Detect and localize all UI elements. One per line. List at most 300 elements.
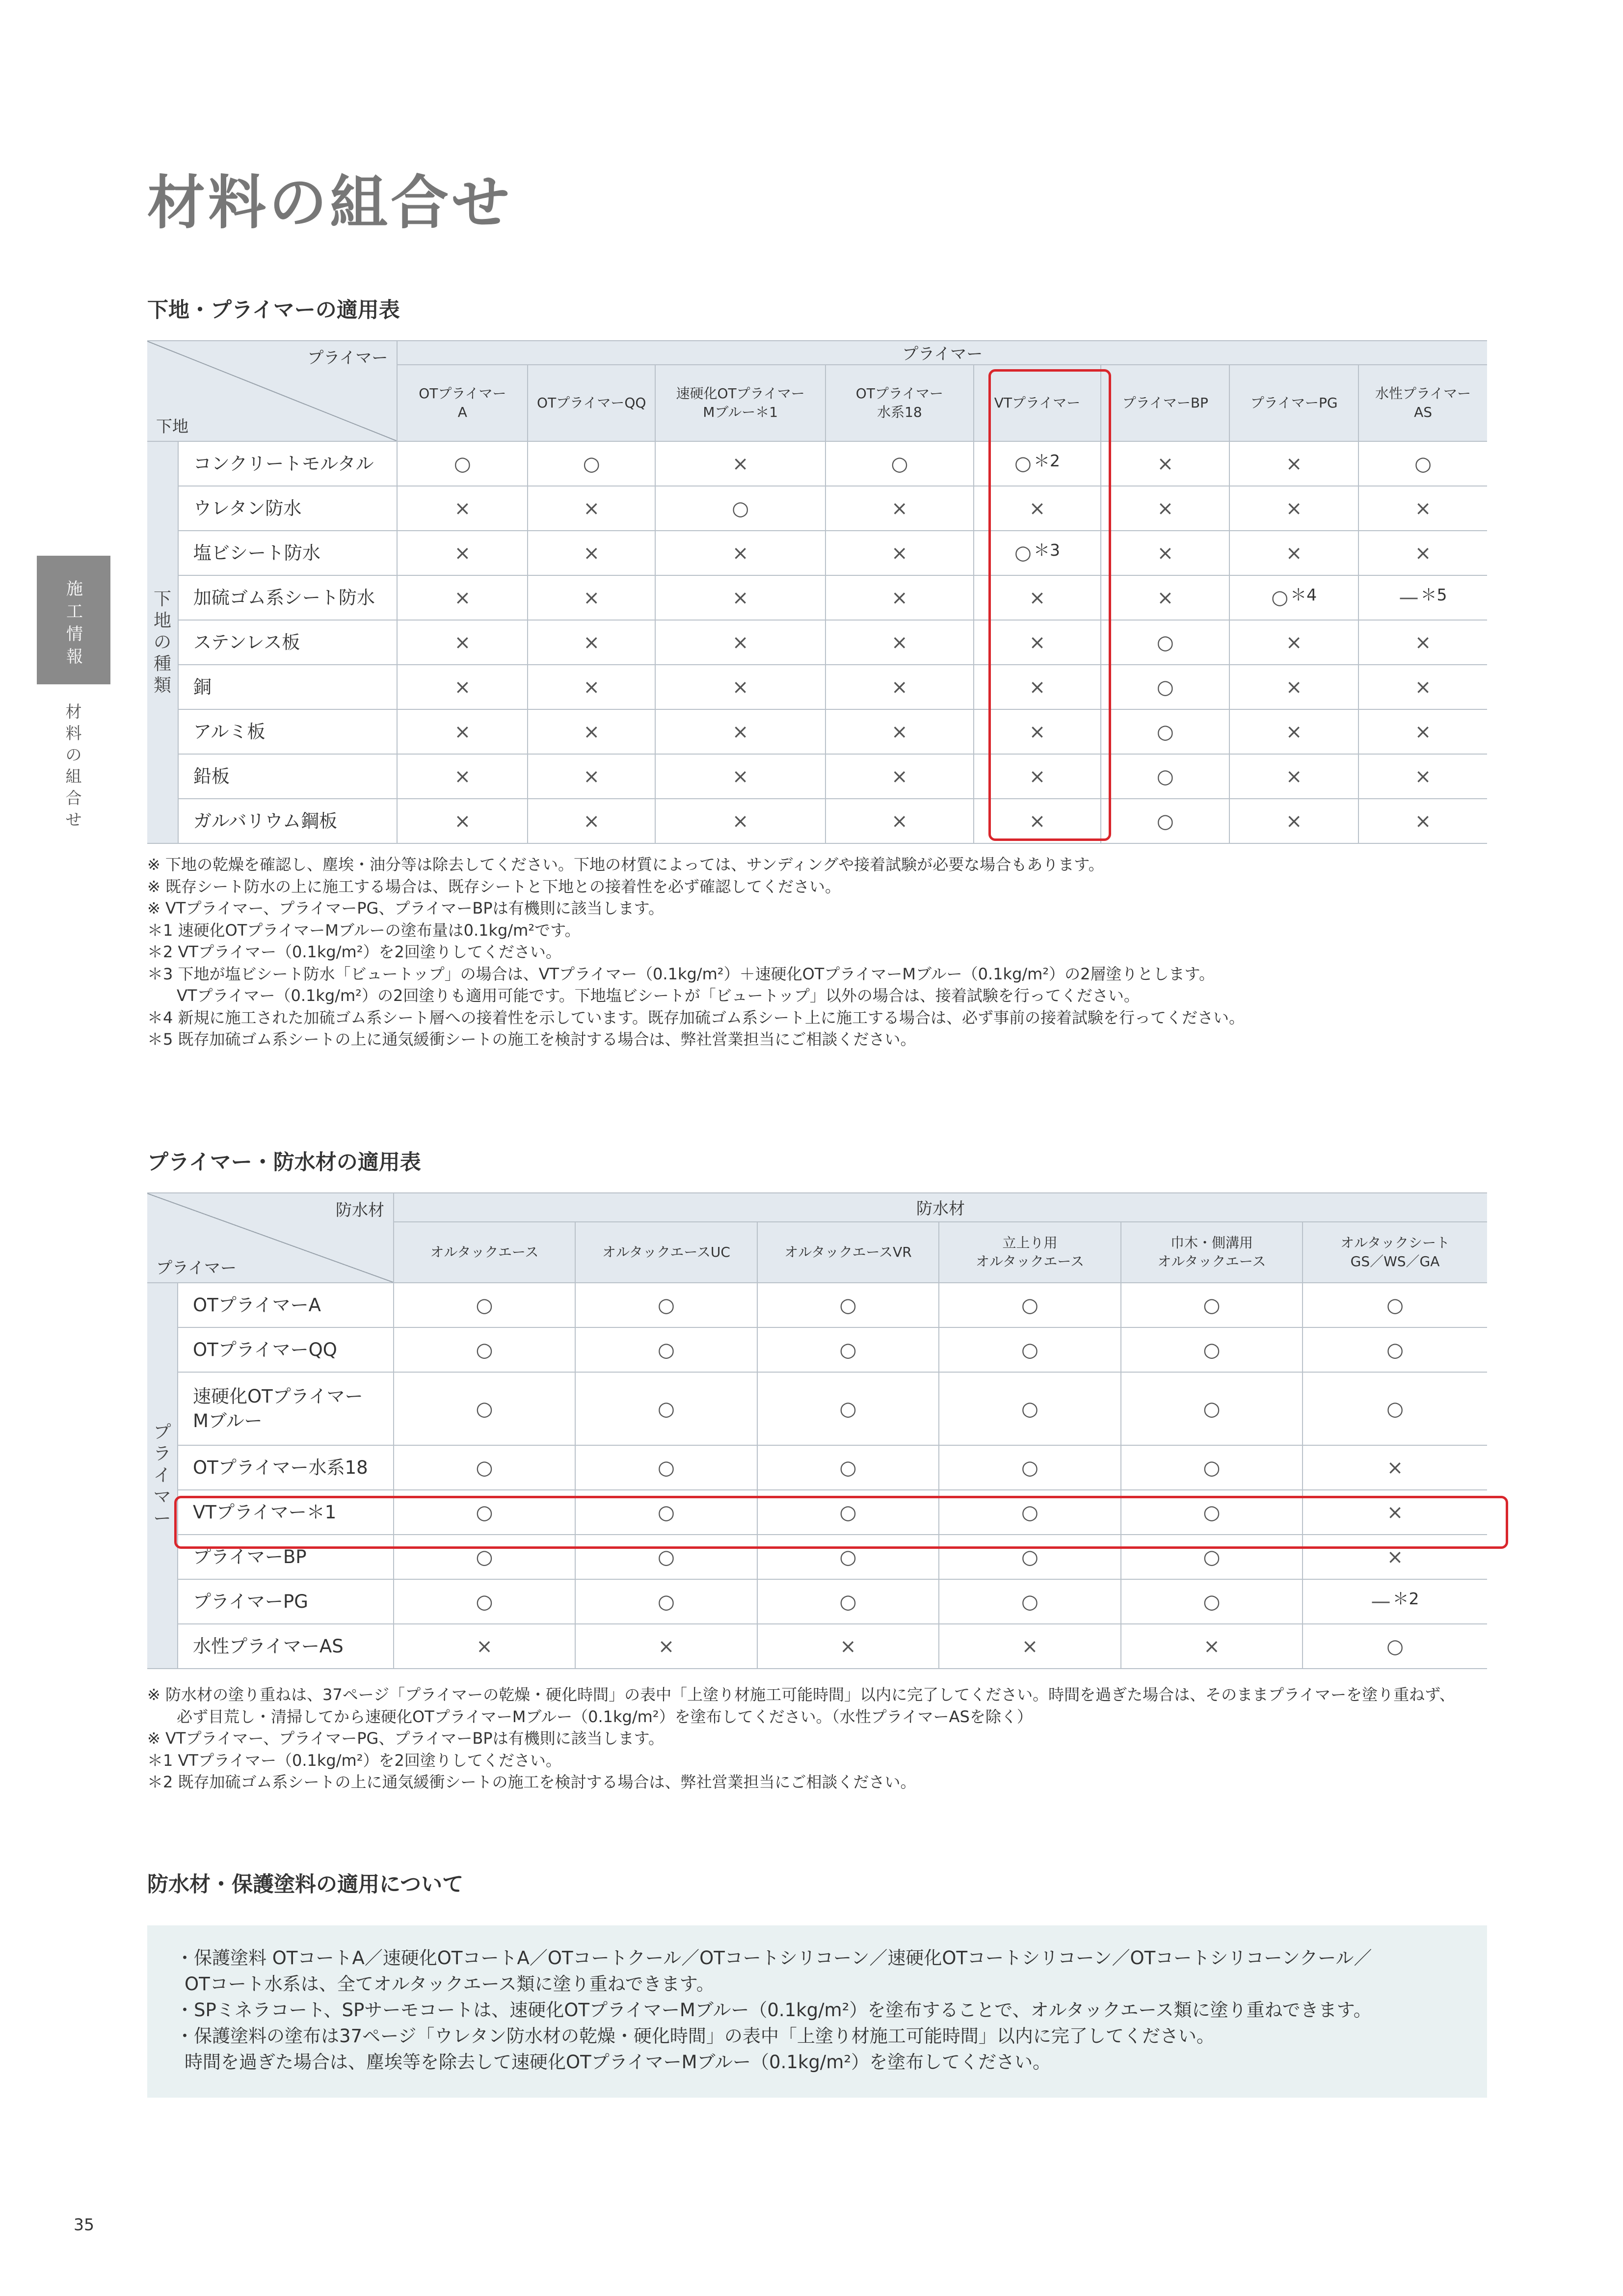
mark-symbol: ○: [839, 1456, 857, 1479]
table-cell: [1229, 709, 1358, 754]
table-cell: [825, 531, 973, 575]
sidebar-tab-label: 施工情報: [66, 579, 83, 667]
table-cell: [1121, 1372, 1303, 1445]
table-row: [147, 1579, 1487, 1624]
mark-symbol: ×: [1157, 452, 1174, 475]
mark-symbol: ○: [476, 1397, 493, 1420]
table-cell: [528, 754, 655, 799]
mark-symbol: ○: [658, 1590, 675, 1613]
table-cell: [655, 709, 825, 754]
mark-symbol: —: [1399, 586, 1419, 609]
table-cell: [528, 531, 655, 575]
table-row: [147, 531, 1487, 575]
mark-symbol: ○: [839, 1397, 857, 1420]
mark-symbol: ×: [583, 720, 600, 743]
mark-symbol: ○: [1021, 1590, 1038, 1613]
table-cell: [1358, 620, 1487, 665]
table-cell: [575, 1445, 757, 1490]
mark-symbol: ○: [658, 1338, 675, 1361]
note-line: ※ 防水材の塗り重ねは、37ページ「プライマーの乾燥・硬化時間」の表中「上塗り材施工可能時間」以内に完了してください。時間を過ぎた場合は、そのままプライマーを塗り重ねず、: [147, 1685, 1455, 1704]
mark-symbol: ○: [476, 1545, 493, 1568]
table-cell: [394, 1445, 575, 1490]
table-row: [147, 486, 1487, 531]
mark-symbol: ×: [1285, 720, 1303, 743]
table-cell: [1229, 575, 1358, 620]
table-cell: [397, 531, 528, 575]
table-cell: [655, 620, 825, 665]
mark-symbol: ×: [583, 810, 600, 833]
row-header: プライマーBP: [178, 1535, 394, 1579]
column-header: 水性プライマー AS: [1358, 365, 1487, 441]
table-cell: [655, 799, 825, 843]
table-cell: [575, 1372, 757, 1445]
table-cell: [939, 1624, 1121, 1669]
column-header: OTプライマーQQ: [528, 365, 655, 441]
mark-symbol: ×: [1029, 810, 1046, 833]
table-cell: [528, 575, 655, 620]
table-cell: [655, 486, 825, 531]
mark-symbol: ×: [454, 497, 471, 520]
table-cell: [1358, 486, 1487, 531]
table-cell: [1229, 441, 1358, 486]
note-line: ※ 既存シート防水の上に施工する場合は、既存シートと下地との接着性を必ず確認してください。: [147, 877, 841, 896]
table-cell: [394, 1579, 575, 1624]
table-cell: [757, 1327, 939, 1372]
mark-symbol: ○: [476, 1294, 493, 1317]
table-cell: [575, 1327, 757, 1372]
mark-symbol: ×: [454, 631, 471, 654]
mark-symbol: ×: [891, 631, 908, 654]
mark-symbol: ×: [454, 675, 471, 699]
note-line: ＊3 下地が塩ビシート防水「ビュートップ」の場合は、VTプライマー（0.1kg/m²）＋速硬化OTプライマーMブルー（0.1kg/m²）の2層塗りとします。: [147, 964, 1215, 983]
table-cell: [1229, 665, 1358, 709]
table-cell: [575, 1579, 757, 1624]
table-cell: [825, 575, 973, 620]
mark-symbol: ×: [1386, 1456, 1404, 1479]
mark-symbol: ○: [476, 1501, 493, 1524]
table-cell: [397, 575, 528, 620]
mark-symbol: ○: [839, 1590, 857, 1613]
mark-symbol: ○: [658, 1397, 675, 1420]
column-header: VTプライマー: [974, 365, 1101, 441]
table-cell: [394, 1327, 575, 1372]
note-line: ※ 下地の乾燥を確認し、塵埃・油分等は除去してください。下地の材質によっては、サンディングや接着試験が必要な場合もあります。: [147, 855, 1104, 874]
table1-corner: [147, 341, 397, 441]
table-row: [147, 1327, 1487, 1372]
mark-symbol: ○: [1021, 1294, 1038, 1317]
table-cell: [1101, 575, 1229, 620]
table-cell: [1303, 1327, 1487, 1372]
table1-group-header: プライマー: [397, 341, 1487, 365]
table-cell: [1121, 1579, 1303, 1624]
table-cell: [394, 1372, 575, 1445]
mark-symbol: ○: [476, 1456, 493, 1479]
mark-symbol: ×: [583, 765, 600, 788]
table-cell: [939, 1327, 1121, 1372]
mark-symbol: ○: [453, 452, 471, 475]
mark-symbol: ×: [1414, 541, 1432, 565]
table-cell: [757, 1624, 939, 1669]
table2-title: プライマー・防水材の適用表: [147, 1150, 421, 1175]
mark-symbol: ×: [840, 1635, 856, 1658]
table-cell: [1358, 665, 1487, 709]
row-header: OTプライマーQQ: [178, 1327, 394, 1372]
mark-symbol: ○: [476, 1590, 493, 1613]
mark-symbol: ○: [1386, 1397, 1404, 1420]
mark-symbol: ×: [732, 765, 749, 788]
note-line: ＊2 既存加硫ゴム系シートの上に通気緩衝シートの施工を検討する場合は、弊社営業担当にご相談ください。: [147, 1773, 916, 1791]
mark-symbol: ×: [1285, 497, 1303, 520]
mark-symbol: ×: [1203, 1635, 1220, 1658]
table-cell: [528, 709, 655, 754]
mark-symbol: ○: [1203, 1456, 1221, 1479]
mark-symbol: ×: [583, 675, 600, 699]
table1-notes: [147, 854, 1245, 1051]
table-row: [147, 709, 1487, 754]
table-cell: [939, 1445, 1121, 1490]
note-line: ※ VTプライマー、プライマーPG、プライマーBPは有機則に該当します。: [147, 1729, 665, 1748]
note-line: ＊4 新規に施工された加硫ゴム系シート層への接着性を示しています。既存加硫ゴム系シート上に施工する場合は、必ず事前の接着試験を行ってください。: [147, 1008, 1245, 1027]
table-cell: [1229, 531, 1358, 575]
table-cell: [397, 754, 528, 799]
table-cell: [825, 754, 973, 799]
column-header: プライマーPG: [1229, 365, 1358, 441]
mark-symbol: ×: [1285, 765, 1303, 788]
table-cell: [1101, 441, 1229, 486]
table-cell: [1358, 531, 1487, 575]
mark-symbol: ×: [891, 541, 908, 565]
mark-symbol: ×: [1285, 810, 1303, 833]
table-cell: [1121, 1624, 1303, 1669]
mark-symbol: ×: [1414, 720, 1432, 743]
table-cell: [655, 531, 825, 575]
mark-symbol: ○: [1386, 1294, 1404, 1317]
column-header: オルタックエース: [394, 1222, 575, 1283]
table-cell: [825, 441, 973, 486]
footnote-ref: ＊5: [1420, 585, 1447, 604]
table-cell: [1358, 441, 1487, 486]
mark-symbol: ×: [1285, 675, 1303, 699]
mark-symbol: ×: [454, 765, 471, 788]
table-cell: [528, 486, 655, 531]
footnote-ref: ＊2: [1033, 451, 1060, 470]
column-header: 巾木・側溝用 オルタックエース: [1121, 1222, 1303, 1283]
table-cell: [1358, 709, 1487, 754]
mark-symbol: ×: [454, 541, 471, 565]
mark-symbol: ○: [1156, 631, 1174, 654]
mark-symbol: ×: [1414, 631, 1432, 654]
mark-symbol: ×: [1157, 541, 1174, 565]
table-row: [147, 1283, 1487, 1327]
table-cell: [939, 1283, 1121, 1327]
note-line: 必ず目荒し・清掃してから速硬化OTプライマーMブルー（0.1kg/m²）を塗布してください。（水性プライマーASを除く）: [177, 1707, 1033, 1726]
table-cell: [1121, 1283, 1303, 1327]
mark-symbol: ○: [1271, 586, 1289, 609]
table-row: [147, 1445, 1487, 1490]
table-cell: [1229, 620, 1358, 665]
mark-symbol: ○: [1014, 541, 1032, 564]
mark-symbol: ○: [1203, 1397, 1221, 1420]
mark-symbol: ○: [1156, 675, 1174, 699]
mark-symbol: ○: [1156, 810, 1174, 833]
table-cell: [1101, 709, 1229, 754]
table-cell: [397, 441, 528, 486]
mark-symbol: ×: [732, 586, 749, 609]
table-row: [147, 620, 1487, 665]
mark-symbol: ×: [732, 720, 749, 743]
mark-symbol: ○: [1021, 1338, 1038, 1361]
mark-symbol: ×: [891, 810, 908, 833]
mark-symbol: ×: [1285, 452, 1303, 475]
row-header: OTプライマー水系18: [178, 1445, 394, 1490]
mark-symbol: ○: [1203, 1590, 1221, 1613]
mark-symbol: ×: [658, 1635, 675, 1658]
table-cell: [825, 665, 973, 709]
mark-symbol: ×: [1414, 810, 1432, 833]
mark-symbol: ×: [1029, 586, 1046, 609]
row-header: ステンレス板: [178, 620, 398, 665]
table-cell: [1358, 799, 1487, 843]
table-cell: [1358, 754, 1487, 799]
column-header: オルタックエースUC: [575, 1222, 757, 1283]
table-cell: [757, 1445, 939, 1490]
row-header: ウレタン防水: [178, 486, 398, 531]
mark-symbol: ○: [1386, 1635, 1404, 1658]
row-header: ガルバリウム鋼板: [178, 799, 398, 843]
table-cell: [575, 1283, 757, 1327]
footnote-ref: ＊3: [1033, 540, 1060, 560]
mark-symbol: ○: [658, 1456, 675, 1479]
table-cell: [825, 709, 973, 754]
page-number: 35: [74, 2215, 94, 2234]
mark-symbol: ○: [1156, 720, 1174, 743]
table-cell: [1101, 665, 1229, 709]
table-cell: [575, 1624, 757, 1669]
mark-symbol: ○: [658, 1545, 675, 1568]
mark-symbol: ×: [583, 497, 600, 520]
mark-symbol: ×: [891, 765, 908, 788]
mark-symbol: ×: [583, 631, 600, 654]
table-cell: [655, 441, 825, 486]
mark-symbol: ×: [1285, 541, 1303, 565]
table-cell: [1101, 620, 1229, 665]
mark-symbol: ×: [1414, 765, 1432, 788]
sidebar-tab[interactable]: [37, 556, 110, 684]
mark-symbol: ○: [1014, 452, 1032, 475]
table1-primer-substrate: [147, 340, 1487, 844]
mark-symbol: ○: [891, 452, 908, 475]
mark-symbol: ○: [732, 497, 749, 520]
table-cell: [528, 441, 655, 486]
table-cell: [939, 1579, 1121, 1624]
note-line: ※ VTプライマー、プライマーPG、プライマーBPは有機則に該当します。: [147, 899, 665, 918]
table-cell: [1101, 799, 1229, 843]
table1-title: 下地・プライマーの適用表: [147, 298, 400, 323]
mark-symbol: ○: [1021, 1397, 1038, 1420]
row-group-label: 下地の種類: [147, 441, 178, 843]
table2-group-header: 防水材: [394, 1193, 1487, 1222]
mark-symbol: ○: [1414, 452, 1432, 475]
table-cell: [1229, 754, 1358, 799]
column-header: オルタックシート GS／WS／GA: [1303, 1222, 1487, 1283]
table-cell: [528, 665, 655, 709]
table-cell: [397, 799, 528, 843]
section3-title: 防水材・保護塗料の適用について: [147, 1872, 464, 1897]
mark-symbol: ×: [1157, 497, 1174, 520]
mark-symbol: ×: [1157, 586, 1174, 609]
mark-symbol: ×: [1386, 1545, 1404, 1568]
table-cell: [825, 486, 973, 531]
mark-symbol: ×: [732, 810, 749, 833]
info-line: OTコート水系は、全てオルタックエース類に塗り重ねできます。: [185, 1973, 715, 1995]
mark-symbol: ○: [1021, 1501, 1038, 1524]
note-line: ＊1 速硬化OTプライマーMブルーの塗布量は0.1kg/m²です。: [147, 920, 581, 940]
table-cell: [757, 1283, 939, 1327]
table-cell: [1101, 754, 1229, 799]
column-header: OTプライマー A: [397, 365, 528, 441]
table-cell: [1121, 1327, 1303, 1372]
table-cell: [939, 1372, 1121, 1445]
page-title: 材料の組合せ: [147, 169, 513, 237]
mark-symbol: ○: [658, 1294, 675, 1317]
mark-symbol: ○: [1386, 1338, 1404, 1361]
info-line: ・保護塗料 OTコートA／速硬化OTコートA／OTコートクール／OTコートシリコーン／速硬化OTコートシリコーン／OTコートシリコーンクール／: [176, 1947, 1372, 1969]
row-header: プライマーPG: [178, 1579, 394, 1624]
table1-corner-bottom: 下地: [156, 417, 188, 436]
mark-symbol: ○: [839, 1338, 857, 1361]
table2-corner: [147, 1193, 394, 1283]
mark-symbol: ○: [839, 1545, 857, 1568]
row-header: OTプライマーA: [178, 1283, 394, 1327]
table-cell: [394, 1624, 575, 1669]
mark-symbol: ○: [658, 1501, 675, 1524]
table-cell: [757, 1372, 939, 1445]
row-header: VTプライマー＊1: [178, 1490, 394, 1535]
table-row: [147, 799, 1487, 843]
highlight-vt-primer-row: [174, 1496, 1508, 1549]
table-cell: [1121, 1445, 1303, 1490]
mark-symbol: ×: [1285, 631, 1303, 654]
row-header: 銅: [178, 665, 398, 709]
note-line: ＊1 VTプライマー（0.1kg/m²）を2回塗りしてください。: [147, 1751, 561, 1770]
row-group-label: プライマー: [147, 1283, 178, 1669]
table-cell: [655, 665, 825, 709]
mark-symbol: ×: [454, 810, 471, 833]
mark-symbol: ○: [1021, 1456, 1038, 1479]
mark-symbol: ×: [1029, 497, 1046, 520]
table-cell: [1303, 1283, 1487, 1327]
mark-symbol: ○: [583, 452, 600, 475]
table-cell: [528, 799, 655, 843]
mark-symbol: ×: [1386, 1501, 1404, 1524]
mark-symbol: ○: [1156, 765, 1174, 788]
table-cell: [1229, 486, 1358, 531]
mark-symbol: ○: [1203, 1501, 1221, 1524]
table-cell: [397, 486, 528, 531]
mark-symbol: ×: [732, 541, 749, 565]
mark-symbol: —: [1371, 1590, 1391, 1613]
mark-symbol: ×: [891, 586, 908, 609]
note-line: ＊2 VTプライマー（0.1kg/m²）を2回塗りしてください。: [147, 943, 561, 961]
info-line: ・SPミネラコート、SPサーモコートは、速硬化OTプライマーMブルー（0.1kg/m²）を塗布することで、オルタックエース類に塗り重ねできます。: [176, 1999, 1372, 2021]
mark-symbol: ○: [839, 1294, 857, 1317]
table-cell: [1101, 531, 1229, 575]
mark-symbol: ×: [583, 586, 600, 609]
mark-symbol: ×: [1029, 720, 1046, 743]
info-line: 時間を過ぎた場合は、塵埃等を除去して速硬化OTプライマーMブルー（0.1kg/m²）を塗布してください。: [185, 2052, 1051, 2073]
row-header: コンクリートモルタル: [178, 441, 398, 486]
table-cell: [528, 620, 655, 665]
mark-symbol: ×: [1029, 631, 1046, 654]
mark-symbol: ×: [732, 631, 749, 654]
row-header: 加硫ゴム系シート防水: [178, 575, 398, 620]
table-cell: [397, 709, 528, 754]
footnote-ref: ＊2: [1392, 1589, 1419, 1608]
row-header: 水性プライマーAS: [178, 1624, 394, 1669]
table-cell: [825, 799, 973, 843]
table-cell: [1303, 1372, 1487, 1445]
mark-symbol: ×: [891, 497, 908, 520]
mark-symbol: ×: [1021, 1635, 1038, 1658]
mark-symbol: ×: [891, 675, 908, 699]
note-line: VTプライマー（0.1kg/m²）の2回塗りも適用可能です。下地塩ビシートが「ビュートップ」以外の場合は、接着試験を行ってください。: [177, 986, 1140, 1005]
table-row: [147, 1372, 1487, 1445]
table-row: [147, 1624, 1487, 1669]
mark-symbol: ×: [454, 720, 471, 743]
info-box: [147, 1925, 1487, 2098]
mark-symbol: ×: [1414, 497, 1432, 520]
table-cell: [757, 1579, 939, 1624]
table-cell: [397, 620, 528, 665]
highlight-vt-primer-column: [988, 369, 1111, 841]
mark-symbol: ×: [476, 1635, 493, 1658]
table-cell: [1303, 1579, 1487, 1624]
table-row: [147, 441, 1487, 486]
mark-symbol: ×: [1029, 675, 1046, 699]
mark-symbol: ○: [1021, 1545, 1038, 1568]
mark-symbol: ×: [732, 452, 749, 475]
column-header: OTプライマー 水系18: [825, 365, 973, 441]
table-cell: [1101, 486, 1229, 531]
table-cell: [394, 1283, 575, 1327]
row-header: 鉛板: [178, 754, 398, 799]
table-cell: [397, 665, 528, 709]
mark-symbol: ×: [454, 586, 471, 609]
table1-corner-top: プライマー: [307, 348, 388, 367]
table-cell: [1303, 1445, 1487, 1490]
table2-corner-bottom: プライマー: [156, 1258, 237, 1277]
mark-symbol: ×: [583, 541, 600, 565]
info-line: ・保護塗料の塗布は37ページ「ウレタン防水材の乾燥・硬化時間」の表中「上塗り材施工可能時間」以内に完了してください。: [176, 2026, 1215, 2047]
table-row: [147, 575, 1487, 620]
row-header: 塩ビシート防水: [178, 531, 398, 575]
mark-symbol: ○: [1203, 1294, 1221, 1317]
table-cell: [655, 575, 825, 620]
table2-corner-top: 防水材: [336, 1200, 384, 1219]
sidebar-sub-label: 材料の組合せ: [65, 702, 82, 829]
table-cell: [825, 620, 973, 665]
table2-notes: [147, 1684, 1455, 1793]
mark-symbol: ○: [839, 1501, 857, 1524]
note-line: ＊5 既存加硫ゴム系シートの上に通気緩衝シートの施工を検討する場合は、弊社営業担当にご相談ください。: [147, 1030, 916, 1049]
row-header: 速硬化OTプライマー Mブルー: [178, 1372, 394, 1445]
table-cell: [1229, 799, 1358, 843]
mark-symbol: ×: [1414, 675, 1432, 699]
mark-symbol: ×: [891, 720, 908, 743]
column-header: プライマーBP: [1101, 365, 1229, 441]
table2-primer-waterproof: [147, 1192, 1487, 1669]
mark-symbol: ×: [732, 675, 749, 699]
